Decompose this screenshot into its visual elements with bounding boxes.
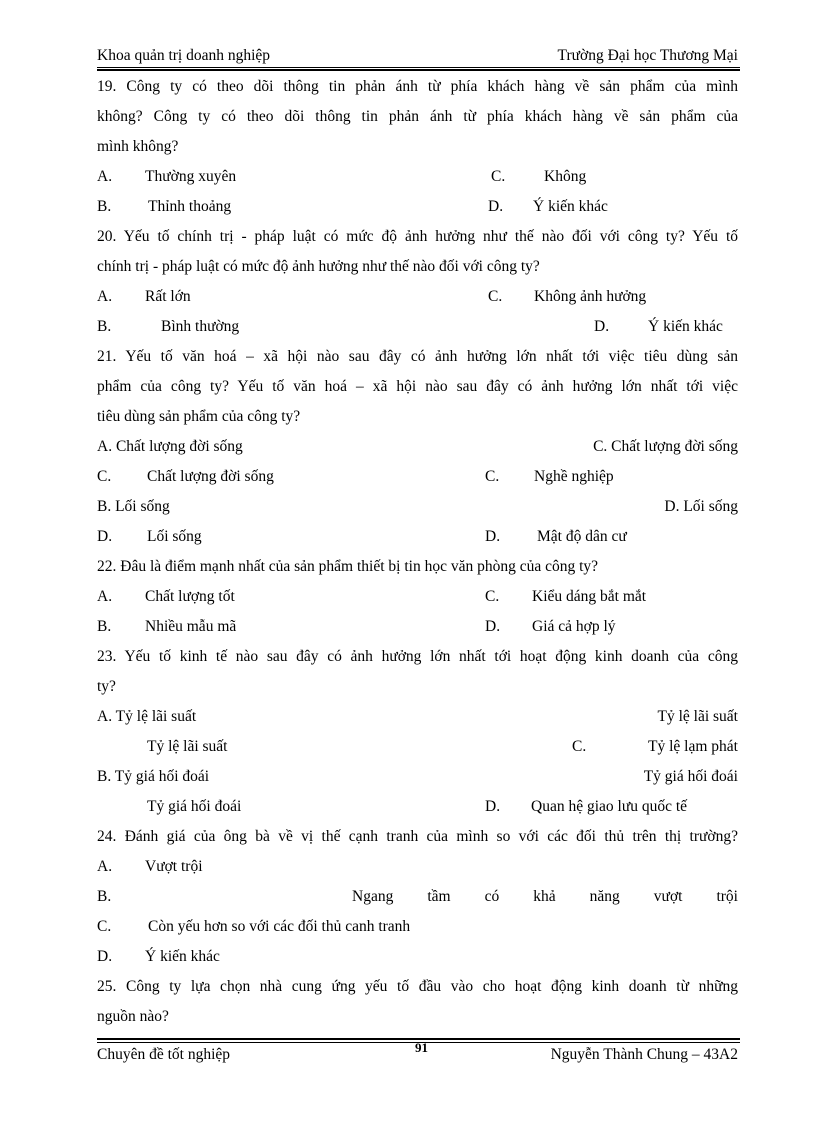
q24-option-b-letter: B. [97, 888, 112, 905]
q21-option-row4-text: Lối sống [147, 528, 202, 545]
q19-option-c-letter: C. [491, 168, 506, 185]
q22-option-b-letter: B. [97, 618, 112, 635]
q24-option-b [97, 882, 738, 912]
q21-option-c-text: Nghề nghiệp [534, 468, 614, 485]
question-20-line1: 20. Yếu tố chính trị - pháp luật có mức độ ảnh hưởng như thế nào đối với công ty? Yếu tố [97, 228, 738, 245]
q19-option-a-text: Thường xuyên [145, 168, 237, 185]
question-19-line3: mình không? [97, 138, 179, 155]
question-25-line2: nguồn nào? [97, 1008, 169, 1025]
q20-option-b-text: Bình thường [161, 318, 240, 335]
q21-option-d-text: Mật độ dân cư [537, 528, 627, 545]
q21-option-row2-text: Chất lượng đời sống [147, 468, 274, 485]
page-number: 91 [415, 1040, 428, 1055]
q21-option-row3-right: D. Lối sống [664, 498, 738, 515]
q22-option-c-text: Kiểu dáng bắt mắt [532, 588, 647, 605]
header-faculty: Khoa quản trị doanh nghiệp [97, 47, 271, 64]
q23-option-row4-text: Tỷ giá hối đoái [147, 798, 242, 815]
question-21-line2: phẩm của công ty? Yếu tố văn hoá – xã hội nào sau đây có ảnh hưởng lớn nhất tới việc [97, 378, 738, 395]
q21-option-row4-letter: D. [97, 528, 113, 545]
q19-option-b-text: Thỉnh thoảng [148, 198, 232, 215]
q22-options-row2 [97, 612, 738, 642]
q20-option-a-letter: A. [97, 288, 113, 305]
q23-option-row1-left: A. Tỷ lệ lãi suất [97, 708, 197, 725]
q23-option-c-letter: C. [572, 738, 587, 755]
q21-option-c-letter: C. [485, 468, 500, 485]
q23-option-row3-right: Tỷ giá hối đoái [643, 768, 738, 785]
question-24-line1: 24. Đánh giá của ông bà về vị thế cạnh tranh của mình so với các đối thủ trên thị trường? [97, 828, 738, 845]
q24-option-c-letter: C. [97, 918, 112, 935]
q20-option-b-letter: B. [97, 318, 112, 335]
q21-option-d-letter: D. [485, 528, 501, 545]
footer-author: Nguyễn Thành Chung – 43A2 [550, 1046, 738, 1063]
question-20 [97, 222, 738, 282]
q21-option-row1-right: C. Chất lượng đời sống [593, 438, 738, 455]
q22-option-d-text: Giá cả hợp lý [532, 618, 616, 635]
q22-option-b-text: Nhiều mẫu mã [145, 618, 237, 635]
q24-option-c-text: Còn yếu hơn so với các đối thủ canh tranh [148, 918, 411, 935]
q21-options-row3 [97, 492, 738, 522]
question-25 [97, 972, 738, 1032]
question-23-line2: ty? [97, 678, 116, 695]
q21-options-row1 [97, 432, 738, 462]
footer-title: Chuyên đề tốt nghiệp [97, 1046, 231, 1063]
q23-option-row1-right: Tỷ lệ lãi suất [657, 708, 738, 725]
q20-options-row1 [97, 282, 738, 312]
q24-option-a-letter: A. [97, 858, 113, 875]
header-rule-thick [97, 69, 740, 71]
q24-option-d-letter: D. [97, 948, 113, 965]
q23-options-row2 [97, 732, 738, 762]
question-22 [97, 552, 738, 582]
question-21-line3: tiêu dùng sản phẩm của công ty? [97, 408, 301, 425]
document-body [97, 72, 738, 1032]
q19-option-c-text: Không [544, 168, 587, 185]
question-19-line2: không? Công ty có theo dõi thông tin phản ánh từ phía khách hàng về sản phẩm của [97, 108, 738, 125]
q20-option-d-text: Ý kiến khác [648, 318, 723, 335]
question-21 [97, 342, 738, 432]
q24-option-a-text: Vượt trội [145, 858, 203, 875]
q23-options-row3 [97, 762, 738, 792]
q23-option-d-text: Quan hệ giao lưu quốc tế [531, 798, 688, 815]
question-25-line1: 25. Công ty lựa chọn nhà cung ứng yếu tố đầu vào cho hoạt động kinh doanh từ những [97, 978, 738, 995]
header-university: Trường Đại học Thương Mại [557, 47, 738, 64]
q19-option-b-letter: B. [97, 198, 112, 215]
q24-option-a [97, 852, 738, 882]
q22-option-d-letter: D. [485, 618, 501, 635]
page-footer [97, 1040, 738, 1066]
q24-option-d-text: Ý kiến khác [145, 948, 220, 965]
q23-option-row3-left: B. Tỷ giá hối đoái [97, 768, 210, 785]
question-23-line1: 23. Yếu tố kinh tế nào sau đây có ảnh hưởng lớn nhất tới hoạt động kinh doanh của công [97, 648, 738, 665]
q23-options-row4 [97, 792, 738, 822]
q21-option-row3-left: B. Lối sống [97, 498, 170, 515]
question-21-line1: 21. Yếu tố văn hoá – xã hội nào sau đây có ảnh hưởng lớn nhất tới việc tiêu dùng sản [97, 348, 738, 365]
q20-option-d-letter: D. [594, 318, 610, 335]
question-19-line1: 19. Công ty có theo dõi thông tin phản ánh từ phía khách hàng về sản phẩm của mình [97, 78, 738, 95]
page-header [97, 46, 738, 66]
q23-option-d-letter: D. [485, 798, 501, 815]
question-20-line2: chính trị - pháp luật có mức độ ảnh hưởng như thế nào đối với công ty? [97, 258, 540, 275]
q24-option-c [97, 912, 738, 942]
q19-option-a-letter: A. [97, 168, 113, 185]
question-19 [97, 72, 738, 162]
question-22-line1: 22. Đâu là điểm mạnh nhất của sản phẩm thiết bị tin học văn phòng của công ty? [97, 558, 599, 575]
q23-option-c-text: Tỷ lệ lạm phát [648, 738, 738, 755]
q21-options-row4 [97, 522, 738, 552]
header-rule-thin [97, 67, 740, 68]
q21-options-row2 [97, 462, 738, 492]
q19-options-row1 [97, 162, 738, 192]
q20-option-a-text: Rất lớn [145, 288, 191, 305]
q22-option-a-text: Chất lượng tốt [145, 588, 235, 605]
q23-options-row1 [97, 702, 738, 732]
question-23 [97, 642, 738, 702]
q21-option-row1-left: A. Chất lượng đời sống [97, 438, 243, 455]
q22-options-row1 [97, 582, 738, 612]
q24-option-b-text: Ngang tầm có khả năng vượt trội [352, 888, 738, 905]
q20-option-c-text: Không ảnh hưởng [534, 288, 647, 305]
q19-option-d-letter: D. [488, 198, 504, 215]
q19-option-d-text: Ý kiến khác [533, 198, 608, 215]
q24-option-d [97, 942, 738, 972]
q20-option-c-letter: C. [488, 288, 503, 305]
q19-options-row2 [97, 192, 738, 222]
q22-option-a-letter: A. [97, 588, 113, 605]
question-24 [97, 822, 738, 852]
q23-option-row2-text: Tỷ lệ lãi suất [147, 738, 228, 755]
q21-option-row2-letter: C. [97, 468, 112, 485]
q22-option-c-letter: C. [485, 588, 500, 605]
q20-options-row2 [97, 312, 738, 342]
